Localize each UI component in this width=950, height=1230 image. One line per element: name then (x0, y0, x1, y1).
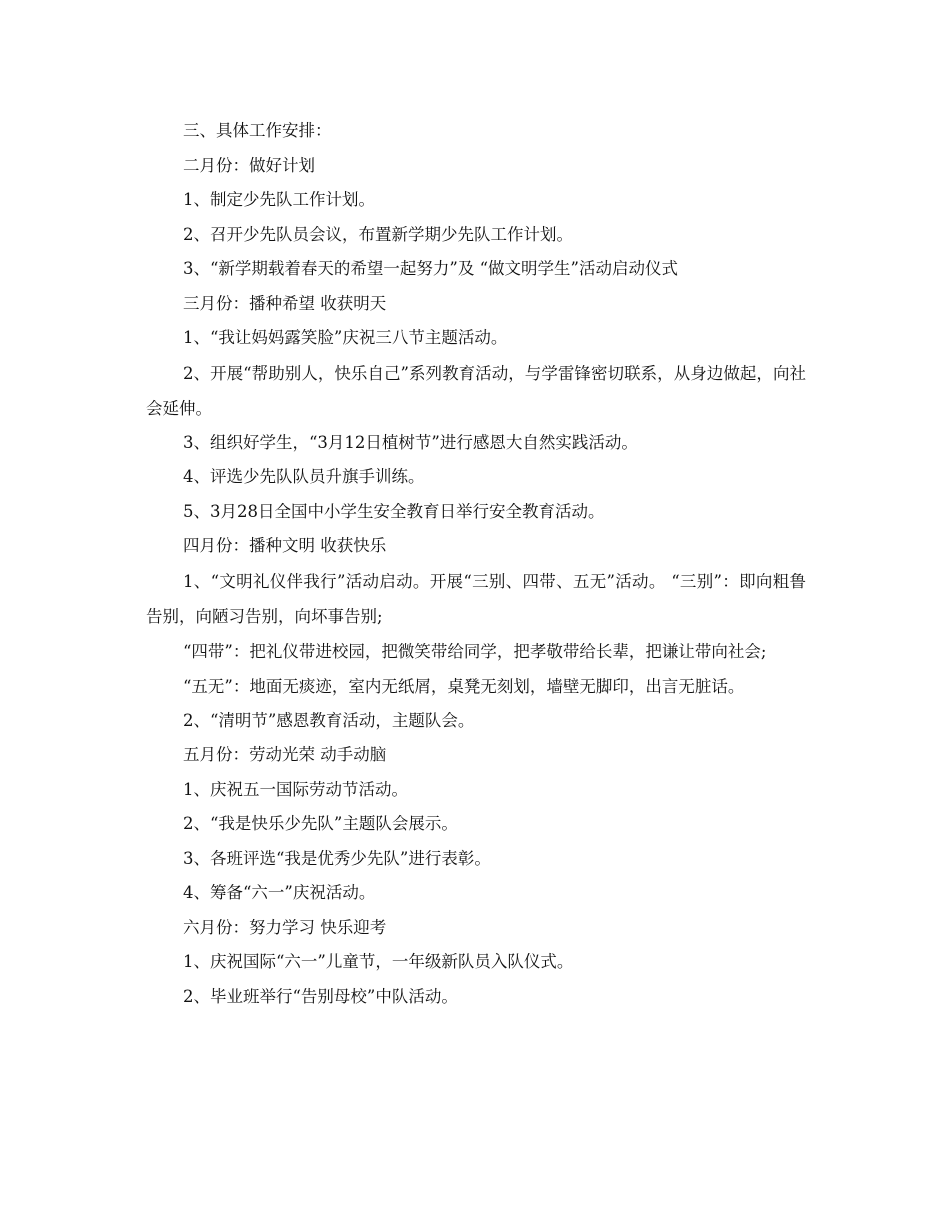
list-item: 4、筹备“六一”庆祝活动。 (183, 883, 376, 902)
list-item: 1、庆祝五一国际劳动节活动。 (183, 779, 408, 799)
list-item: 2、毕业班举行“告别母校”中队活动。 (183, 986, 458, 1006)
list-item: 1、庆祝国际“六一”儿童节，一年级新队员入队仪式。 (183, 952, 574, 971)
month-heading-february: 二月份：做好计划 (183, 155, 315, 175)
list-item: “五无”：地面无痰迹，室内无纸屑，桌凳无刻划，墙壁无脚印，出言无脏话。 (183, 676, 745, 696)
list-item: 2、“我是快乐少先队”主题队会展示。 (183, 814, 458, 833)
document-body (146, 114, 806, 1014)
section-heading: 三、具体工作安排： (183, 121, 332, 140)
month-heading-june: 六月份：努力学习 快乐迎考 (183, 917, 387, 937)
list-item: 1、“我让妈妈露笑脸”庆祝三八节主题活动。 (183, 328, 508, 347)
month-heading-may: 五月份：劳动光荣 动手动脑 (183, 745, 387, 764)
list-item: 1、“文明礼仪伴我行”活动启动。开展“三别、四带、五无”活动。 “三别”：即向粗鲁告别，向陋习告别，向坏事告别; (146, 571, 806, 626)
list-item: 3、各班评选“我是优秀少先队”进行表彰。 (183, 848, 491, 868)
list-item: 5、3月28日全国中小学生安全教育日举行安全教育活动。 (183, 501, 605, 521)
list-item: 1、制定少先队工作计划。 (183, 190, 375, 209)
list-item: 3、组织好学生，“3月12日植树节”进行感恩大自然实践活动。 (183, 432, 638, 452)
list-item: 4、评选少先队队员升旗手训练。 (183, 467, 425, 486)
list-item: 2、召开少先队员会议，布置新学期少先队工作计划。 (183, 224, 573, 244)
list-item: 3、“新学期载着春天的希望一起努力”及 “做文明学生”活动启动仪式 (183, 259, 678, 278)
list-item: 2、“清明节”感恩教育活动，主题队会。 (183, 710, 475, 730)
list-item: “四带”：把礼仪带进校园，把微笑带给同学，把孝敬带给长辈，把谦让带向社会; (183, 641, 767, 661)
month-heading-april: 四月份：播种文明 收获快乐 (183, 536, 387, 555)
list-item: 2、开展“帮助别人，快乐自己”系列教育活动，与学雷锋密切联系，从身边做起，向社会延伸。 (146, 363, 806, 418)
month-heading-march: 三月份：播种希望 收获明天 (183, 293, 387, 313)
